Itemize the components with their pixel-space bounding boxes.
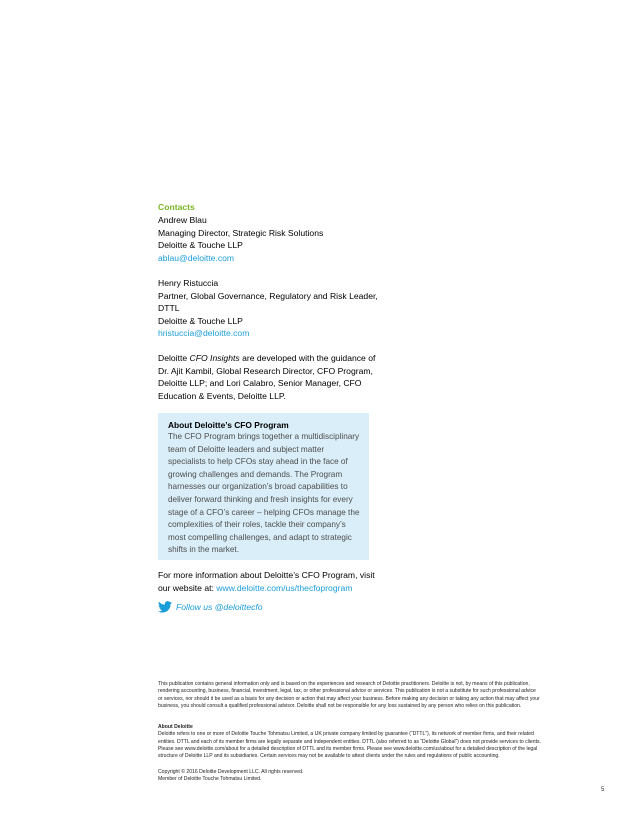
about-deloitte-line: structure of Deloitte LLP and its subsidiaries. Certain services may not be available to attest clients under the rules and regulations of public accounting. [158, 753, 500, 760]
member-line: Member of Deloitte Touche Tohmatsu Limited. [158, 776, 262, 783]
about-line: specialists to help CFOs stay ahead in the face of [168, 457, 348, 467]
guidance-deloitte: Deloitte [158, 353, 188, 363]
contact-email-link[interactable]: hristuccia@deloitte.com [158, 328, 250, 339]
disclaimer-line: business, you should consult a qualified professional advisor. Deloitte shall not be responsible for any loss sustained by any person who relies on this publication. [158, 702, 522, 709]
contact-andrew-blau [158, 214, 373, 264]
about-line: most compelling challenges, and adapt to strategic [168, 532, 352, 542]
disclaimer-line: This publication contains general information only and is based on the experiences and research of Deloitte practitioners. Deloitte is not, by means of this publication, [158, 681, 530, 687]
twitter-follow-text[interactable]: Follow us @deloittecfo [176, 602, 263, 612]
contact-henry-ristuccia [158, 277, 378, 340]
contact-company: Deloitte & Touche LLP [158, 240, 243, 251]
more-info-prefix: our website at: [158, 582, 214, 593]
disclaimer [158, 681, 590, 710]
disclaimer-line: or services, nor should it be used as a basis for any decision or action that may affect your business. Before making any decision or taking any action that may affect your [158, 695, 540, 702]
guidance-paragraph [158, 352, 376, 402]
contact-name: Henry Ristuccia [158, 278, 219, 288]
about-line: team of Deloitte leaders and subject matter [168, 444, 325, 454]
page-number: 5 [601, 787, 605, 793]
more-info-line: For more information about Deloitte’s CFO Program, visit [158, 570, 375, 580]
about-line: shifts in the market. [168, 545, 239, 555]
contact-title: Partner, Global Governance, Regulatory and Risk Leader, [158, 290, 378, 301]
about-deloitte-line: Deloitte refers to one or more of Deloitte Touche Tohmatsu Limited, a UK private company limited by guarantee (“DTTL”), its network of member firms, and their related [158, 731, 534, 738]
about-deloitte-line: Please see www.deloitte.com/about for a detailed description of DTTL and its member firms. Please see www.deloitte.com/us/about for a detailed description of the legal [158, 745, 538, 752]
contact-title: Managing Director, Strategic Risk Solutions [158, 227, 324, 238]
about-line: harnesses our organization’s broad capabilities to [168, 482, 348, 492]
guidance-line [158, 352, 376, 365]
twitter-follow[interactable] [158, 601, 263, 613]
twitter-bird-icon [158, 601, 172, 613]
about-cfo-program-box [158, 413, 369, 560]
about-line: The CFO Program brings together a multidisciplinary [168, 432, 360, 441]
contacts-heading: Contacts [158, 202, 195, 212]
about-line: deliver forward thinking and fresh insights for every [168, 494, 353, 504]
about-deloitte [158, 724, 590, 760]
guidance-line: Education & Events, Deloitte LLP. [158, 390, 286, 401]
contact-name: Andrew Blau [158, 215, 207, 225]
about-deloitte-line: entities. DTTL and each of its member firms are legally separate and independent entities. DTTL (also referred to as “Deloitte Global”) does not provide services to clients. [158, 738, 541, 745]
about-cfo-program-title: About Deloitte’s CFO Program [168, 420, 289, 430]
guidance-cfo-insights: CFO Insights [189, 353, 240, 363]
guidance-rest: are developed with the guidance of [242, 353, 376, 363]
copyright-line: Copyright © 2016 Deloitte Development LLC. All rights reserved. [158, 769, 304, 775]
contact-email-link[interactable]: ablau@deloitte.com [158, 252, 235, 263]
guidance-line: Deloitte LLP; and Lori Calabro, Senior Manager, CFO [158, 378, 362, 389]
about-line: stage of a CFO’s career – helping CFOs manage the [168, 507, 360, 517]
copyright [158, 769, 590, 784]
contact-company: Deloitte & Touche LLP [158, 315, 243, 326]
more-info-line [158, 582, 375, 595]
more-info-paragraph [158, 569, 375, 594]
about-cfo-program-body [168, 431, 359, 557]
about-line: complexities of their roles, tackle their company’s [168, 520, 346, 530]
cfo-program-website-link[interactable]: www.deloitte.com/us/thecfoprogram [216, 582, 353, 593]
disclaimer-line: rendering accounting, business, financial, investment, legal, tax, or other professional advice or services. This publication is not a substitute for such professional advice [158, 688, 536, 695]
guidance-line: Dr. Ajit Kambil, Global Research Director, CFO Program, [158, 365, 373, 376]
about-line: growing challenges and demands. The Program [168, 469, 343, 479]
contact-title-continued: DTTL [158, 303, 180, 314]
about-deloitte-title: About Deloitte [158, 724, 193, 730]
